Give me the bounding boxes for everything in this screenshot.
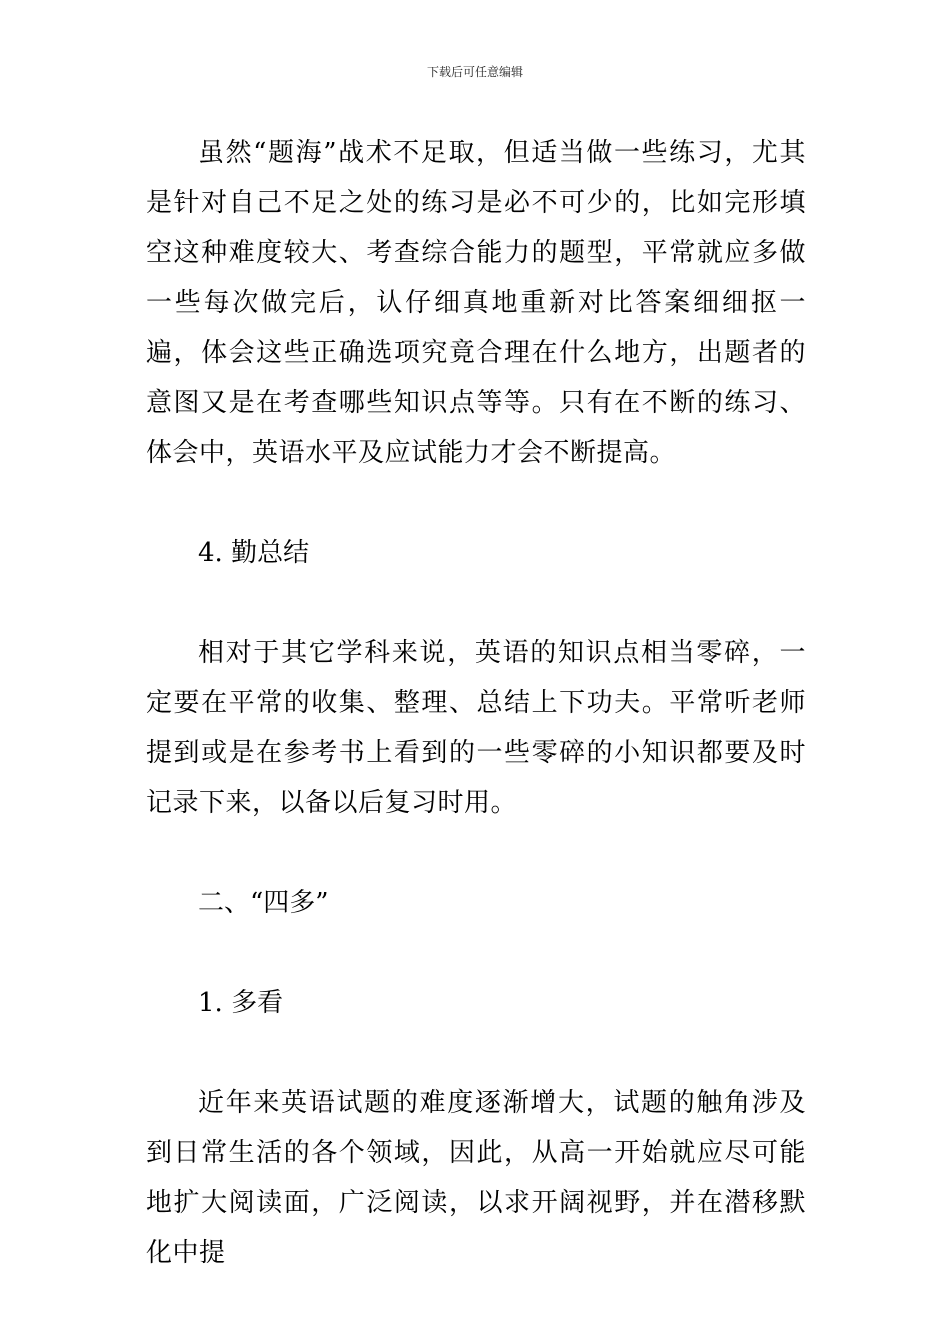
paragraph-gap <box>146 478 806 528</box>
section-heading-read-more: 1. 多看 <box>198 988 284 1018</box>
paragraph-practice: 虽然“题海”战术不足取，但适当做一些练习，尤其是针对自己不足之处的练习是必不可少的，比如完形填空这种难度较大、考查综合能力的题型，平常就应多做一些每次做完后，认仔细真地重新对比答案细细抠一遍，体会这些正确选项究竟合理在什么地方，出题者的意图又是在考查哪些知识点等等。只有在不断的练习、体会中，英语水平及应试能力才会不断提高。 <box>146 138 806 468</box>
section-heading-summarize: 4. 勤总结 <box>198 538 310 568</box>
header-note: 下载后可任意编辑 <box>426 65 523 79</box>
paragraph-summarize: 相对于其它学科来说，英语的知识点相当零碎，一定要在平常的收集、整理、总结上下功夫。平常听老师提到或是在参考书上看到的一些零碎的小知识都要及时记录下来，以备以后复习时用。 <box>146 638 806 818</box>
paragraph-gap <box>146 1028 806 1078</box>
paragraph-gap <box>146 578 806 628</box>
section-heading-four-more: 二、“四多” <box>198 888 329 918</box>
paragraph-gap <box>146 828 806 878</box>
document-body <box>146 128 806 1278</box>
paragraph-read-more: 近年来英语试题的难度逐渐增大，试题的触角涉及到日常生活的各个领域，因此，从高一开始就应尽可能地扩大阅读面，广泛阅读，以求开阔视野，并在潜移默化中提 <box>146 1088 806 1268</box>
paragraph-gap <box>146 928 806 978</box>
